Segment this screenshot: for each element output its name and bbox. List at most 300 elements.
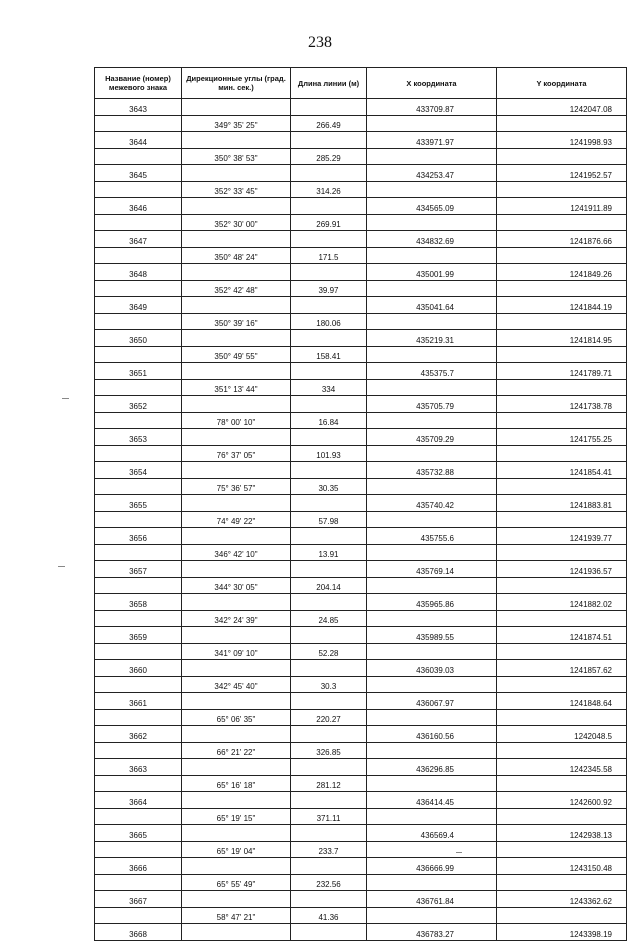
line-length: 285.29 [291, 149, 367, 165]
table-row [95, 743, 627, 759]
table-row [95, 792, 627, 809]
empty-cell [182, 231, 291, 248]
boundary-mark-name: 3661 [95, 693, 182, 710]
y-coordinate: 1241874.51 [497, 627, 627, 644]
empty-cell [291, 858, 367, 875]
empty-cell [497, 644, 627, 660]
y-coordinate: 1241814.95 [497, 330, 627, 347]
table-row [95, 99, 627, 116]
empty-cell [367, 281, 497, 297]
boundary-mark-name: 3652 [95, 396, 182, 413]
empty-cell [291, 330, 367, 347]
empty-cell [497, 809, 627, 825]
line-length: 314.26 [291, 182, 367, 198]
x-coordinate: 436039.03 [367, 660, 497, 677]
line-length: 266.49 [291, 116, 367, 132]
table-row [95, 446, 627, 462]
empty-cell [367, 116, 497, 132]
y-coordinate: 1241936.57 [497, 561, 627, 578]
empty-cell [182, 627, 291, 644]
empty-cell [182, 330, 291, 347]
y-coordinate: 1241844.19 [497, 297, 627, 314]
y-coordinate: 1242047.08 [497, 99, 627, 116]
empty-cell [291, 627, 367, 644]
empty-cell [291, 495, 367, 512]
line-length: 30.3 [291, 677, 367, 693]
table-row [95, 297, 627, 314]
empty-cell [95, 281, 182, 297]
empty-cell [497, 908, 627, 924]
directional-angle: 75° 36' 57" [182, 479, 291, 495]
empty-cell [497, 512, 627, 528]
table-row [95, 710, 627, 726]
directional-angle: 352° 42' 48" [182, 281, 291, 297]
boundary-coordinates-table [94, 67, 627, 941]
header-x: X координата [367, 68, 497, 99]
header-angle: Дирекционные углы (град. мин. сек.) [182, 68, 291, 99]
directional-angle: 350° 49' 55" [182, 347, 291, 363]
empty-cell [367, 710, 497, 726]
table-row [95, 396, 627, 413]
page-number: 238 [308, 34, 332, 51]
coordinates-table-wrapper [94, 67, 627, 941]
y-coordinate: 1242600.92 [497, 792, 627, 809]
x-coordinate: 436783.27 [367, 924, 497, 941]
table-row [95, 759, 627, 776]
scan-mark [58, 566, 65, 567]
boundary-mark-name: 3654 [95, 462, 182, 479]
x-coordinate: 435732.88 [367, 462, 497, 479]
empty-cell [95, 611, 182, 627]
boundary-mark-name: 3645 [95, 165, 182, 182]
directional-angle: 74° 49' 22" [182, 512, 291, 528]
empty-cell [497, 710, 627, 726]
empty-cell [497, 314, 627, 330]
empty-cell [367, 908, 497, 924]
empty-cell [291, 594, 367, 611]
boundary-mark-name: 3660 [95, 660, 182, 677]
boundary-mark-name: 3655 [95, 495, 182, 512]
table-row [95, 429, 627, 446]
y-coordinate: 1241911.89 [497, 198, 627, 215]
table-row [95, 545, 627, 561]
empty-cell [291, 825, 367, 842]
x-coordinate: 435989.55 [367, 627, 497, 644]
empty-cell [291, 99, 367, 116]
empty-cell [291, 660, 367, 677]
empty-cell [367, 182, 497, 198]
empty-cell [95, 479, 182, 495]
x-coordinate: 436160.56 [367, 726, 497, 743]
empty-cell [367, 380, 497, 396]
line-length: 220.27 [291, 710, 367, 726]
y-coordinate: 1241882.02 [497, 594, 627, 611]
boundary-mark-name: 3653 [95, 429, 182, 446]
y-coordinate: 1241939.77 [497, 528, 627, 545]
directional-angle: 65° 16' 18" [182, 776, 291, 792]
empty-cell [291, 759, 367, 776]
line-length: 371.11 [291, 809, 367, 825]
line-length: 101.93 [291, 446, 367, 462]
table-row [95, 264, 627, 281]
empty-cell [182, 858, 291, 875]
x-coordinate: 436761.84 [367, 891, 497, 908]
empty-cell [367, 215, 497, 231]
empty-cell [95, 215, 182, 231]
empty-cell [182, 132, 291, 149]
x-coordinate: 436569.4 [367, 825, 497, 842]
line-length: 326.85 [291, 743, 367, 759]
header-length: Длина линии (м) [291, 68, 367, 99]
header-name: Название (номер) межевого знака [95, 68, 182, 99]
directional-angle: 341° 09' 10" [182, 644, 291, 660]
empty-cell [367, 413, 497, 429]
table-row [95, 611, 627, 627]
empty-cell [497, 545, 627, 561]
table-row [95, 825, 627, 842]
table-row [95, 578, 627, 594]
boundary-mark-name: 3646 [95, 198, 182, 215]
empty-cell [291, 726, 367, 743]
directional-angle: 78° 00' 10" [182, 413, 291, 429]
x-coordinate: 435001.99 [367, 264, 497, 281]
empty-cell [497, 776, 627, 792]
line-length: 180.06 [291, 314, 367, 330]
empty-cell [367, 446, 497, 462]
empty-cell [95, 314, 182, 330]
table-row [95, 660, 627, 677]
boundary-mark-name: 3651 [95, 363, 182, 380]
empty-cell [291, 198, 367, 215]
empty-cell [182, 198, 291, 215]
empty-cell [182, 297, 291, 314]
empty-cell [367, 677, 497, 693]
boundary-mark-name: 3643 [95, 99, 182, 116]
empty-cell [95, 875, 182, 891]
empty-cell [95, 446, 182, 462]
table-row [95, 248, 627, 264]
table-row [95, 561, 627, 578]
empty-cell [367, 875, 497, 891]
table-row [95, 842, 627, 858]
table-row [95, 776, 627, 792]
line-length: 41.36 [291, 908, 367, 924]
empty-cell [182, 462, 291, 479]
x-coordinate: 436296.85 [367, 759, 497, 776]
table-row [95, 594, 627, 611]
table-row [95, 380, 627, 396]
table-row [95, 281, 627, 297]
empty-cell [291, 231, 367, 248]
boundary-mark-name: 3664 [95, 792, 182, 809]
directional-angle: 350° 48' 24" [182, 248, 291, 264]
x-coordinate: 436666.99 [367, 858, 497, 875]
empty-cell [182, 759, 291, 776]
empty-cell [291, 462, 367, 479]
directional-angle: 342° 24' 39" [182, 611, 291, 627]
empty-cell [182, 99, 291, 116]
empty-cell [367, 347, 497, 363]
boundary-mark-name: 3662 [95, 726, 182, 743]
empty-cell [182, 825, 291, 842]
empty-cell [367, 578, 497, 594]
empty-cell [367, 644, 497, 660]
table-row [95, 858, 627, 875]
x-coordinate: 436414.45 [367, 792, 497, 809]
empty-cell [367, 512, 497, 528]
table-row [95, 215, 627, 231]
empty-cell [367, 776, 497, 792]
empty-cell [367, 479, 497, 495]
directional-angle: 351° 13' 44" [182, 380, 291, 396]
boundary-mark-name: 3648 [95, 264, 182, 281]
empty-cell [95, 743, 182, 759]
x-coordinate: 434565.09 [367, 198, 497, 215]
directional-angle: 350° 38' 53" [182, 149, 291, 165]
y-coordinate: 1241849.26 [497, 264, 627, 281]
empty-cell [497, 347, 627, 363]
y-coordinate: 1242345.58 [497, 759, 627, 776]
boundary-mark-name: 3663 [95, 759, 182, 776]
empty-cell [95, 578, 182, 594]
x-coordinate: 433971.97 [367, 132, 497, 149]
empty-cell [95, 809, 182, 825]
empty-cell [95, 710, 182, 726]
empty-cell [95, 182, 182, 198]
empty-cell [497, 413, 627, 429]
table-row [95, 677, 627, 693]
boundary-mark-name: 3650 [95, 330, 182, 347]
table-row [95, 627, 627, 644]
x-coordinate: 435965.86 [367, 594, 497, 611]
empty-cell [497, 611, 627, 627]
empty-cell [182, 528, 291, 545]
empty-cell [95, 116, 182, 132]
empty-cell [182, 363, 291, 380]
table-row [95, 182, 627, 198]
x-coordinate: 435709.29 [367, 429, 497, 446]
y-coordinate: 1242938.13 [497, 825, 627, 842]
empty-cell [95, 512, 182, 528]
table-row [95, 693, 627, 710]
empty-cell [497, 149, 627, 165]
empty-cell [497, 281, 627, 297]
table-row [95, 165, 627, 182]
table-body [95, 99, 627, 941]
line-length: 57.98 [291, 512, 367, 528]
table-row [95, 924, 627, 941]
directional-angle: 344° 30' 05" [182, 578, 291, 594]
empty-cell [497, 842, 627, 858]
x-coordinate: 435769.14 [367, 561, 497, 578]
directional-angle: 346° 42' 10" [182, 545, 291, 561]
directional-angle: 76° 37' 05" [182, 446, 291, 462]
empty-cell [497, 578, 627, 594]
x-coordinate: 435219.31 [367, 330, 497, 347]
boundary-mark-name: 3658 [95, 594, 182, 611]
table-row [95, 116, 627, 132]
directional-angle: 349° 35' 25" [182, 116, 291, 132]
boundary-mark-name: 3657 [95, 561, 182, 578]
directional-angle: 58° 47' 21" [182, 908, 291, 924]
empty-cell [182, 792, 291, 809]
empty-cell [497, 875, 627, 891]
table-row [95, 330, 627, 347]
table-row [95, 875, 627, 891]
empty-cell [367, 809, 497, 825]
x-coordinate: 436067.97 [367, 693, 497, 710]
x-coordinate: 435740.42 [367, 495, 497, 512]
empty-cell [497, 380, 627, 396]
line-length: 16.84 [291, 413, 367, 429]
empty-cell [497, 215, 627, 231]
empty-cell [497, 479, 627, 495]
table-row [95, 726, 627, 743]
empty-cell [182, 396, 291, 413]
empty-cell [182, 924, 291, 941]
table-row [95, 908, 627, 924]
boundary-mark-name: 3668 [95, 924, 182, 941]
empty-cell [497, 248, 627, 264]
directional-angle: 65° 19' 04" [182, 842, 291, 858]
empty-cell [291, 792, 367, 809]
empty-cell [95, 545, 182, 561]
x-coordinate: 435705.79 [367, 396, 497, 413]
table-row [95, 132, 627, 149]
boundary-mark-name: 3647 [95, 231, 182, 248]
empty-cell [497, 677, 627, 693]
boundary-mark-name: 3667 [95, 891, 182, 908]
empty-cell [497, 182, 627, 198]
line-length: 13.91 [291, 545, 367, 561]
line-length: 39.97 [291, 281, 367, 297]
empty-cell [497, 116, 627, 132]
empty-cell [291, 297, 367, 314]
table-row [95, 809, 627, 825]
y-coordinate: 1241883.81 [497, 495, 627, 512]
x-coordinate: 434253.47 [367, 165, 497, 182]
empty-cell [367, 545, 497, 561]
empty-cell [291, 693, 367, 710]
empty-cell [291, 924, 367, 941]
empty-cell [291, 396, 367, 413]
x-coordinate: 435041.64 [367, 297, 497, 314]
empty-cell [95, 644, 182, 660]
empty-cell [291, 264, 367, 281]
boundary-mark-name: 3665 [95, 825, 182, 842]
empty-cell [182, 264, 291, 281]
boundary-mark-name: 3656 [95, 528, 182, 545]
y-coordinate: 1241952.57 [497, 165, 627, 182]
table-row [95, 314, 627, 330]
empty-cell [291, 363, 367, 380]
directional-angle: 65° 19' 15" [182, 809, 291, 825]
x-coordinate: 433709.87 [367, 99, 497, 116]
empty-cell [291, 132, 367, 149]
directional-angle: 342° 45' 40" [182, 677, 291, 693]
empty-cell [95, 347, 182, 363]
empty-cell [182, 726, 291, 743]
table-row [95, 528, 627, 545]
table-row [95, 231, 627, 248]
empty-cell [367, 149, 497, 165]
empty-cell [182, 429, 291, 446]
table-row [95, 413, 627, 429]
line-length: 52.28 [291, 644, 367, 660]
empty-cell [95, 908, 182, 924]
table-row [95, 149, 627, 165]
empty-cell [182, 495, 291, 512]
empty-cell [367, 743, 497, 759]
x-coordinate: 434832.69 [367, 231, 497, 248]
line-length: 171.5 [291, 248, 367, 264]
line-length: 269.91 [291, 215, 367, 231]
table-row [95, 644, 627, 660]
line-length: 281.12 [291, 776, 367, 792]
empty-cell [367, 842, 497, 858]
y-coordinate: 1242048.5 [497, 726, 627, 743]
boundary-mark-name: 3659 [95, 627, 182, 644]
line-length: 334 [291, 380, 367, 396]
empty-cell [182, 594, 291, 611]
directional-angle: 65° 55' 49" [182, 875, 291, 891]
directional-angle: 352° 30' 00" [182, 215, 291, 231]
line-length: 204.14 [291, 578, 367, 594]
empty-cell [367, 611, 497, 627]
empty-cell [95, 842, 182, 858]
empty-cell [95, 677, 182, 693]
y-coordinate: 1241998.93 [497, 132, 627, 149]
line-length: 30.35 [291, 479, 367, 495]
table-row [95, 512, 627, 528]
line-length: 158.41 [291, 347, 367, 363]
directional-angle: 65° 06' 35" [182, 710, 291, 726]
boundary-mark-name: 3666 [95, 858, 182, 875]
empty-cell [182, 693, 291, 710]
y-coordinate: 1241789.71 [497, 363, 627, 380]
x-coordinate: 435375.7 [367, 363, 497, 380]
empty-cell [182, 165, 291, 182]
y-coordinate: 1241857.62 [497, 660, 627, 677]
empty-cell [95, 776, 182, 792]
empty-cell [291, 561, 367, 578]
empty-cell [367, 314, 497, 330]
empty-cell [95, 149, 182, 165]
y-coordinate: 1241738.78 [497, 396, 627, 413]
boundary-mark-name: 3649 [95, 297, 182, 314]
empty-cell [367, 248, 497, 264]
x-coordinate: 435755.6 [367, 528, 497, 545]
empty-cell [291, 165, 367, 182]
empty-cell [497, 743, 627, 759]
directional-angle: 66° 21' 22" [182, 743, 291, 759]
empty-cell [182, 561, 291, 578]
boundary-mark-name: 3644 [95, 132, 182, 149]
empty-cell [95, 413, 182, 429]
directional-angle: 352° 33' 45" [182, 182, 291, 198]
y-coordinate: 1241848.64 [497, 693, 627, 710]
table-row [95, 462, 627, 479]
y-coordinate: 1241854.41 [497, 462, 627, 479]
empty-cell [291, 429, 367, 446]
y-coordinate: 1241755.25 [497, 429, 627, 446]
line-length: 232.56 [291, 875, 367, 891]
empty-cell [95, 380, 182, 396]
y-coordinate: 1241876.66 [497, 231, 627, 248]
table-row [95, 363, 627, 380]
empty-cell [182, 660, 291, 677]
line-length: 233.7 [291, 842, 367, 858]
